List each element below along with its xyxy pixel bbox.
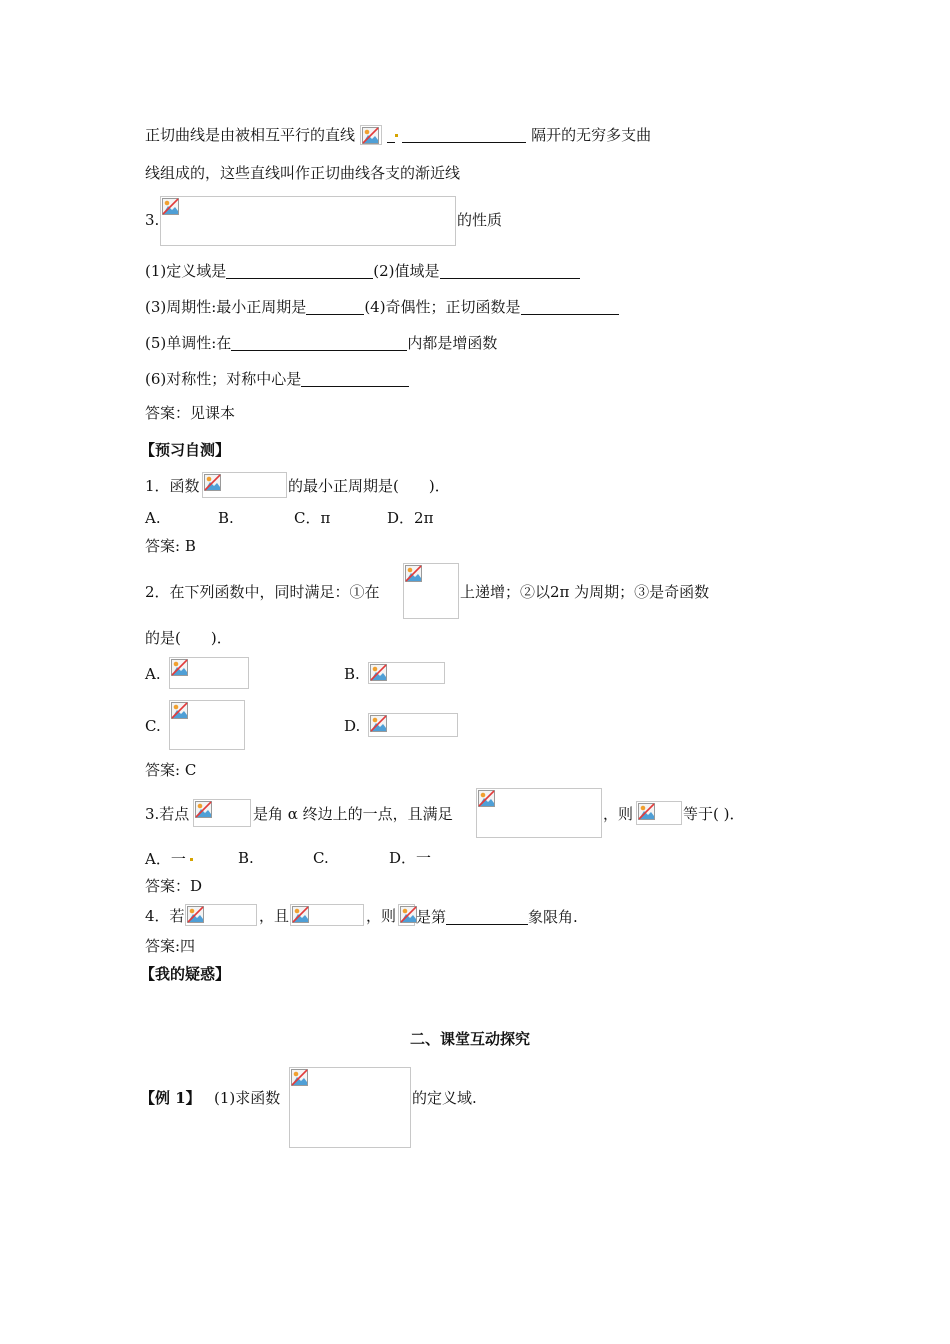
blank: [226, 264, 373, 279]
q1-opt-d: D．2π: [387, 509, 434, 527]
q2-pre: 2．在下列函数中，同时满足：①在: [145, 583, 380, 601]
formula-image-icon: [289, 1067, 411, 1148]
q1-answer: 答案: B: [145, 537, 196, 555]
formula-image-icon: [476, 788, 602, 838]
doubt-title: 【我的疑惑】: [140, 965, 231, 983]
prop-6: (6)对称性；对称中心是: [145, 368, 409, 389]
q4-post: 是第 象限角.: [416, 908, 578, 926]
formula-image-icon: [290, 904, 364, 926]
q3-mid2: ，则: [603, 805, 634, 823]
q1-post: 的最小正周期是( )．: [288, 477, 450, 495]
blank: [231, 336, 407, 351]
formula-image-icon: [368, 662, 445, 684]
q4-pre: 4．若: [145, 907, 185, 925]
s3-suffix: 的性质: [457, 211, 503, 229]
q3-opt-a: A．一: [145, 848, 193, 869]
formula-image-icon: [398, 904, 415, 926]
q2-answer: 答案: C: [145, 761, 197, 779]
prop-3-4: (3)周期性:最小正周期是 (4)奇偶性；正切函数是: [145, 296, 619, 317]
q1-pre: 1．函数: [145, 477, 200, 495]
q3-post: 等于( )．: [683, 805, 745, 823]
q4-mid: ，且: [259, 907, 290, 925]
q4-mid2: ，则: [366, 907, 397, 925]
blank: [446, 910, 528, 925]
ex1-post: 的定义域.: [412, 1089, 477, 1107]
q3-opt-b: B.: [238, 849, 254, 867]
formula-image-icon: [202, 472, 287, 498]
q2-opt-d: D.: [344, 717, 361, 735]
s3-answer: 答案：见课本: [145, 404, 236, 422]
ex1-pre: (1)求函数: [214, 1089, 281, 1107]
s3-prefix: 3.: [145, 211, 160, 229]
blank: [301, 372, 409, 387]
q2-opt-b: B.: [344, 665, 360, 683]
formula-image-icon: [185, 904, 257, 926]
formula-image-icon: [169, 700, 245, 750]
blank: [387, 128, 395, 143]
q3-opt-d: D．一: [389, 849, 432, 867]
formula-image-icon: [169, 657, 249, 689]
q3-opt-c: C.: [313, 849, 329, 867]
broken-image-icon: [360, 125, 382, 145]
prop-1-2: (1)定义域是 (2)值域是: [145, 260, 580, 281]
q2-post: 上递增；②以2π 为周期；③是奇函数: [460, 583, 710, 601]
formula-image-icon: [403, 563, 459, 619]
q2-opt-c: C.: [145, 717, 161, 735]
q3-mid: 是角 α 终边上的一点，且满足: [253, 805, 453, 823]
formula-image-icon: [636, 801, 682, 825]
formula-image-icon: [368, 713, 458, 737]
blank: [440, 264, 580, 279]
section2-title: 二、课堂互动探究: [410, 1030, 531, 1048]
blank: [402, 128, 526, 143]
q2-opt-a: A.: [145, 665, 161, 683]
q2-line2: 的是( )．: [145, 629, 232, 647]
q1-opt-b: B.: [218, 509, 234, 527]
intro-line-1: 正切曲线是由被相互平行的直线 隔开的无穷多支曲: [145, 126, 652, 144]
preview-title: 【预习自测】: [140, 441, 231, 459]
q3-pre: 3.若点: [145, 805, 190, 823]
blank: [306, 300, 364, 315]
q1-opt-c: C．π: [294, 509, 331, 527]
q4-answer: 答案:四: [145, 937, 196, 955]
q3-answer: 答案：D: [145, 877, 203, 895]
q1-opt-a: A.: [145, 509, 161, 527]
formula-image-icon: [160, 196, 456, 246]
intro-line-2: 线组成的，这些直线叫作正切曲线各支的渐近线: [145, 164, 461, 182]
prop-5: (5)单调性:在 内都是增函数: [145, 334, 498, 352]
ex1-label: 【例 1】: [140, 1089, 201, 1107]
blank: [521, 300, 619, 315]
formula-image-icon: [193, 799, 251, 827]
